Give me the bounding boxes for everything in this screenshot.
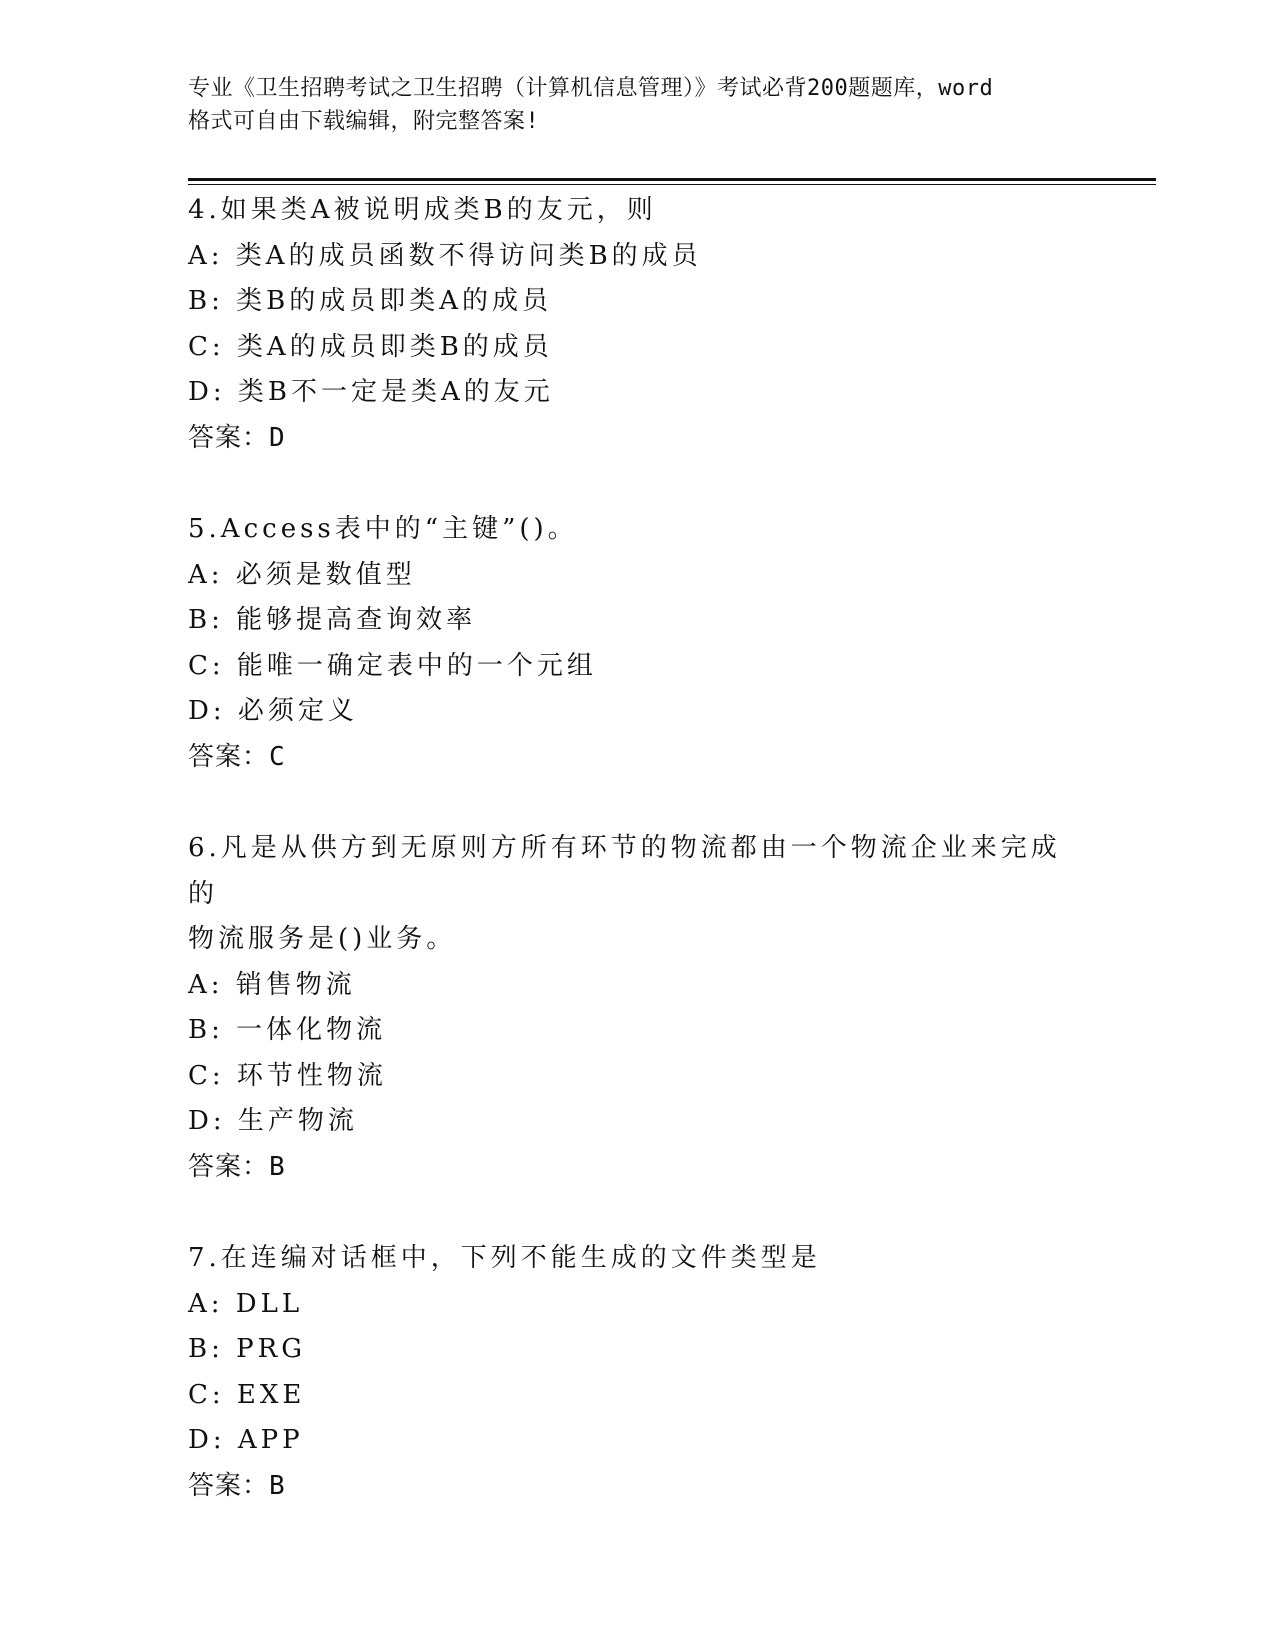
question-stem: 4.如果类A被说明成类B的友元，则 (188, 195, 657, 225)
header-line-1: 专业《卫生招聘考试之卫生招聘（计算机信息管理）》考试必背200题题库，word (188, 76, 994, 101)
question-stem: 5.Access表中的“主键”()。 (188, 514, 578, 544)
header-rule-thick (188, 178, 1156, 181)
option-a: A: 类A的成员函数不得访问类B的成员 (188, 240, 702, 271)
option-b: B: 一体化物流 (188, 1015, 387, 1045)
question-5 (188, 507, 1088, 780)
option-a: A: 销售物流 (188, 969, 356, 1000)
option-c: C: 类A的成员即类B的成员 (188, 331, 553, 362)
question-stem-line-1: 6.凡是从供方到无原则方所有环节的物流都由一个物流企业来完成的 (188, 833, 1061, 909)
document-header (188, 72, 1088, 138)
option-d: D: APP (188, 1425, 304, 1455)
answer-line: 答案：C (188, 741, 286, 772)
answer-line: 答案：B (188, 1470, 286, 1501)
option-c: C: 环节性物流 (188, 1060, 387, 1091)
answer-line: 答案：D (188, 422, 286, 453)
question-7 (188, 1236, 1088, 1509)
option-b: B: 能够提高查询效率 (188, 605, 477, 635)
option-d: D: 类B不一定是类A的友元 (188, 377, 554, 407)
question-4 (188, 188, 1088, 461)
answer-line: 答案：B (188, 1151, 286, 1182)
option-d: D: 必须定义 (188, 696, 358, 726)
question-stem: 7.在连编对话框中，下列不能生成的文件类型是 (188, 1243, 821, 1273)
option-c: C: 能唯一确定表中的一个元组 (188, 650, 597, 681)
question-list (188, 188, 1088, 1555)
option-a: A: DLL (188, 1288, 304, 1319)
option-c: C: EXE (188, 1379, 306, 1410)
option-b: B: 类B的成员即类A的成员 (188, 286, 553, 316)
option-a: A: 必须是数值型 (188, 559, 416, 590)
option-d: D: 生产物流 (188, 1106, 358, 1136)
question-6 (188, 826, 1088, 1190)
header-rule-thin (188, 184, 1156, 185)
header-line-2: 格式可自由下载编辑，附完整答案! (188, 109, 540, 134)
option-b: B: PRG (188, 1334, 306, 1364)
question-stem-line-2: 物流服务是()业务。 (188, 924, 457, 954)
